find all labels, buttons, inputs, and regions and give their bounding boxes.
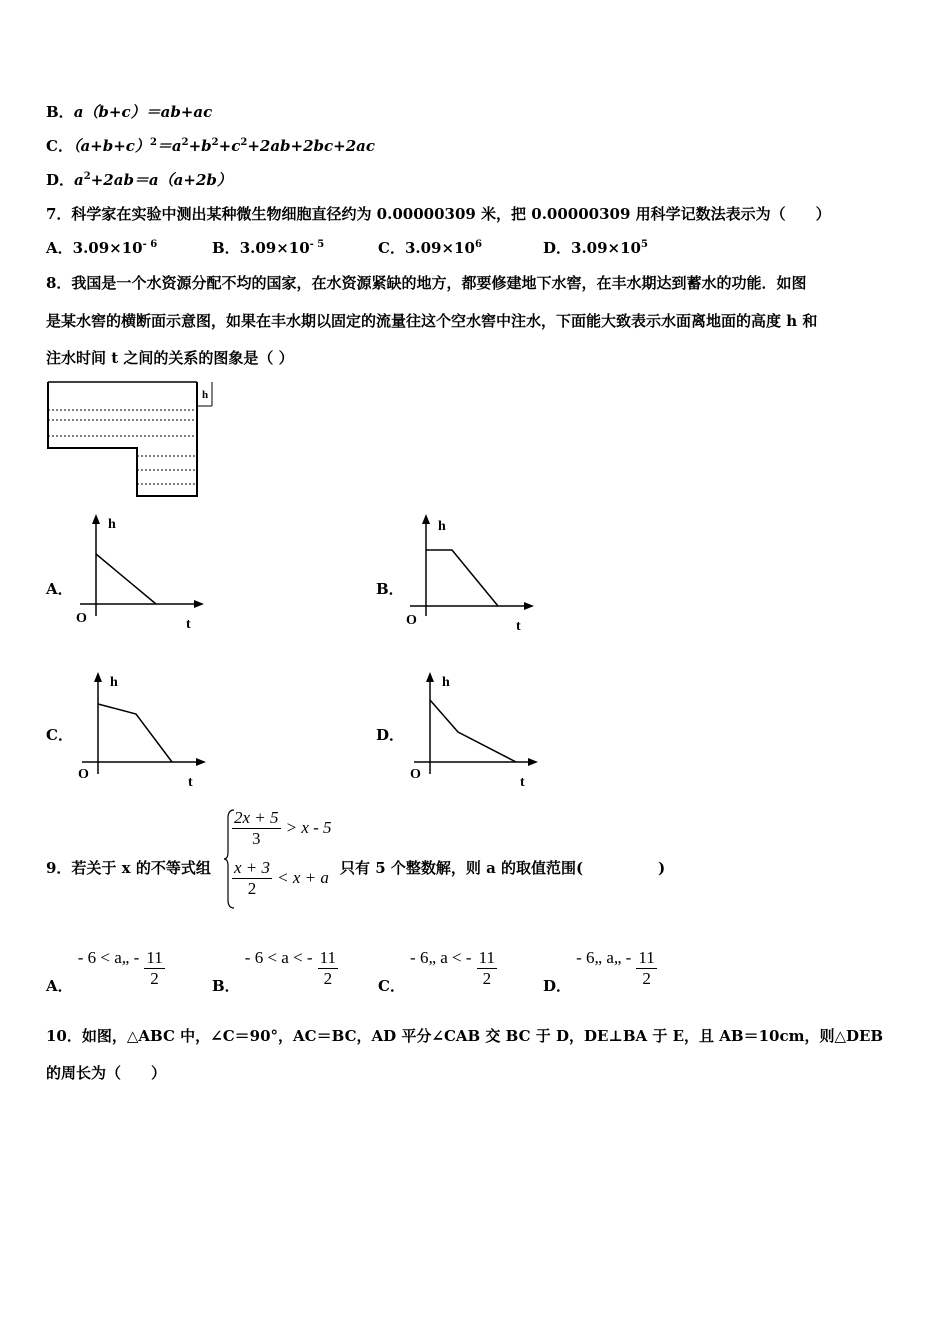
q7-option-c [378,238,482,258]
axis-label-t: t [516,619,521,632]
inequality-rhs: < x + a [277,868,329,887]
denominator: 2 [150,969,159,988]
option-label: A． [46,977,73,995]
option-fraction [636,948,656,989]
option-b-line [46,102,212,122]
option-label: C． [378,977,405,995]
q9-post: 只有 5 个整数解，则 a 的取值范围( ) [340,859,666,877]
option-fraction [477,948,497,989]
numerator: 11 [478,948,496,967]
option-text: a（b+c）＝ab+ac [73,103,213,121]
origin-label: O [406,613,417,628]
axis-label-h: h [110,675,118,690]
q9-option-d[interactable] [543,940,657,995]
denominator: 2 [482,969,492,988]
option-label: B． [212,239,240,257]
exponent: 6 [474,239,482,250]
denominator: 2 [247,879,257,898]
q7-text: 7．科学家在实验中测出某种微生物细胞直径约为 0.00000309 米，把 0.00000309 用科学记数法表示为（ ） [46,205,831,223]
graph-curve [98,704,172,762]
denominator: 2 [323,969,333,988]
q8-graph-c[interactable] [72,670,212,790]
axis-label-t: t [186,617,191,632]
option-expr: - 6 < a < - [244,948,313,967]
option-text: ＝a [156,137,182,155]
option-expr: - 6„ a„ - [576,948,632,967]
option-fraction [318,948,338,989]
axis-label-t: t [520,775,525,790]
q8-line-3: 注水时间 t 之间的关系的图象是（ ） [46,349,294,367]
cistern-outline [48,382,197,496]
q8-graph-a[interactable] [70,512,210,632]
q10-line-2: 的周长为（ ） [46,1064,167,1082]
q8-line-2: 是某水窖的横断面示意图，如果在丰水期以固定的流量往这个空水窖中注水，下面能大致表示水面离地面的高度 h 和 [46,312,818,330]
graph-curve [430,700,516,762]
option-label: B． [212,977,240,995]
axis-label-h: h [108,517,116,532]
exponent: 2 [211,137,219,148]
q8-option-a-label[interactable]: A． [46,580,73,598]
option-label: C． [46,137,73,155]
option-text: +2ab＝a（a+2b） [90,171,232,189]
option-text: +2ab+2bc+2ac [247,137,376,155]
graph-curve [96,554,156,604]
option-text: +b [188,137,212,155]
exponent: 2 [240,137,248,148]
ineq2-fraction [232,858,272,899]
diagram-h-label: h [202,389,209,401]
axis-label-h: h [442,675,450,690]
exponent: - 6 [142,239,158,250]
option-text: （a+b+c） [72,137,150,155]
q9-pre: 9．若关于 x 的不等式组 [46,859,211,877]
option-text: 3.09×10 [571,239,641,257]
axis-label-t: t [188,775,193,790]
inequality-1 [232,808,332,849]
q8-option-d-label[interactable]: D． [376,726,405,744]
q10-line-1: 10．如图，△ABC 中，∠C＝90°，AC＝BC，AD 平分∠CAB 交 BC 于 D，DE⊥BA 于 E，且 AB＝10cm，则△DEB [46,1027,884,1045]
inequality-rhs: > x - 5 [285,818,332,837]
option-text: a [74,171,84,189]
axis-label-h: h [438,519,446,534]
q8-graph-b[interactable] [400,512,540,632]
exponent: 2 [181,137,189,148]
origin-label: O [410,767,421,782]
numerator: x + 3 [234,858,271,877]
option-text: +c [218,137,241,155]
denominator: 3 [252,829,261,848]
q8-line-1: 8．我国是一个水资源分配不均的国家，在水资源紧缺的地方，都要修建地下水窖，在丰水期达到蓄水的功能．如图 [46,274,807,292]
exponent: 2 [83,171,91,182]
option-label: D． [543,239,572,257]
option-label: D． [543,977,572,995]
option-expr: - 6„ a < - [410,948,472,967]
q7-option-a [46,238,157,258]
exponent: 2 [149,137,157,148]
exponent: - 5 [309,239,325,250]
q9-option-a[interactable] [46,940,165,995]
cistern-diagram [44,378,216,500]
option-text: 3.09×10 [239,239,310,257]
inequality-2 [232,858,329,899]
option-label: D． [46,171,75,189]
exponent: 5 [641,239,648,250]
option-label: C． [378,239,405,257]
numerator: 11 [638,948,655,967]
graph-curve [426,550,498,606]
option-label: B． [46,103,74,121]
q8-option-b-label[interactable]: B． [376,580,404,598]
q8-option-c-label[interactable]: C． [46,726,73,744]
numerator: 2x + 5 [234,808,279,827]
option-text: 3.09×10 [72,239,143,257]
q8-graph-d[interactable] [404,670,544,790]
q9-option-c[interactable] [378,940,497,995]
origin-label: O [76,611,87,626]
q7-option-d [543,238,648,258]
numerator: 11 [319,948,337,967]
option-d-line [46,170,232,190]
denominator: 2 [642,969,651,988]
q9-option-b[interactable] [212,940,338,995]
option-text: 3.09×10 [404,239,475,257]
ineq1-fraction [232,808,281,849]
numerator: 11 [146,948,163,967]
q7-option-b [212,238,324,258]
origin-label: O [78,767,89,782]
option-expr: - 6 < a„ - [77,948,140,967]
option-label: A． [46,239,73,257]
option-fraction [144,948,164,989]
option-c-line [46,136,375,156]
